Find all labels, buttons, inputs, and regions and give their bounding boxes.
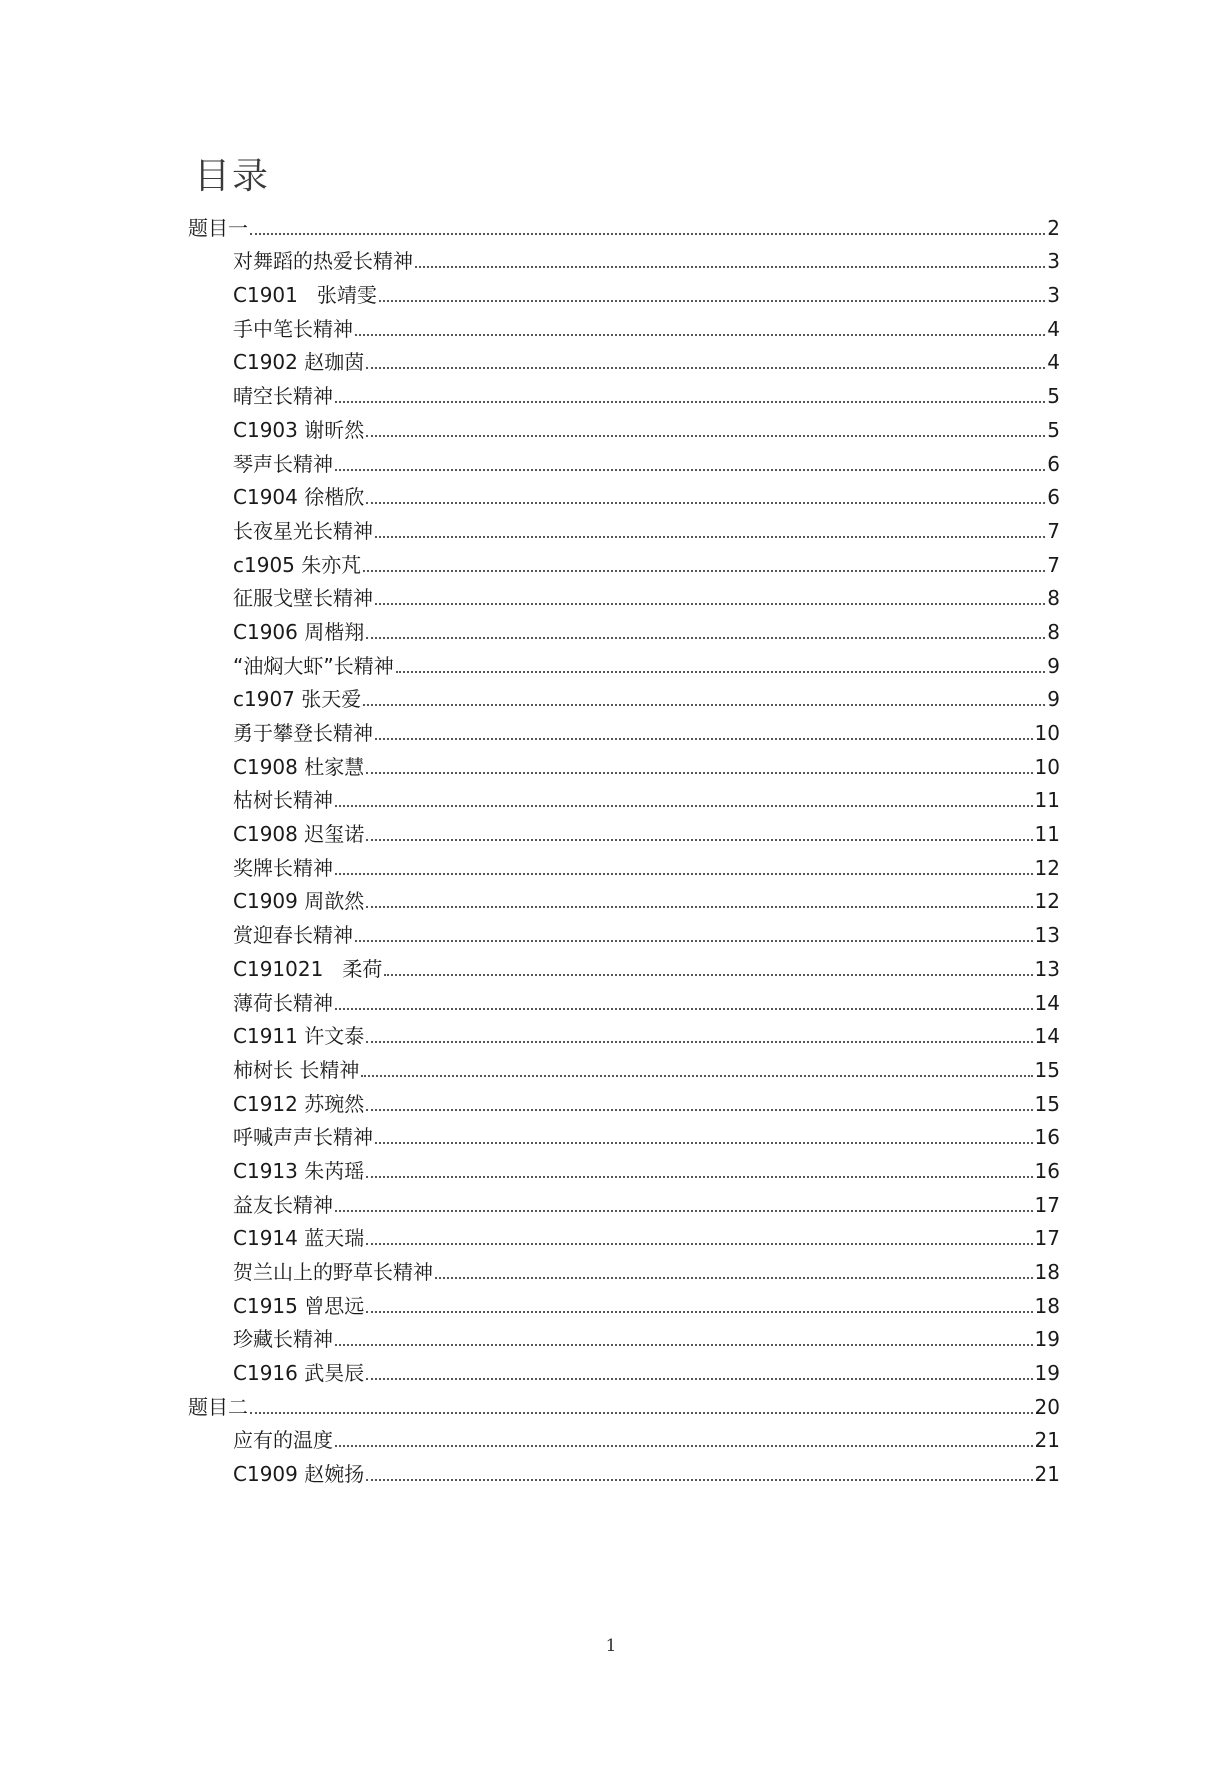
toc-entry[interactable] xyxy=(188,947,1060,981)
toc-entry[interactable] xyxy=(188,644,1060,678)
toc-entry[interactable] xyxy=(188,1149,1060,1183)
toc-entry-label: 薄荷长精神 xyxy=(233,990,333,1015)
toc-entry-page: 4 xyxy=(1047,350,1060,375)
toc-entry[interactable] xyxy=(188,476,1060,510)
toc-entry[interactable] xyxy=(188,1250,1060,1284)
toc-entry[interactable] xyxy=(188,610,1060,644)
toc-dot-leader xyxy=(366,1378,1032,1380)
toc-entry-label: 柿树长 长精神 xyxy=(233,1057,360,1082)
toc-entry-label: C1906 周楷翔 xyxy=(233,619,365,644)
toc-entry-page: 10 xyxy=(1034,721,1060,745)
toc-dot-leader xyxy=(366,906,1032,908)
toc-entry[interactable] xyxy=(188,913,1060,947)
toc-entry[interactable] xyxy=(188,1351,1060,1385)
toc-dot-leader xyxy=(366,1176,1032,1178)
toc-entry[interactable] xyxy=(188,880,1060,914)
toc-entry[interactable] xyxy=(188,1419,1060,1453)
toc-entry-label: 晴空长精神 xyxy=(233,384,333,409)
toc-entry[interactable] xyxy=(188,1048,1060,1082)
toc-entry-page: 19 xyxy=(1034,1327,1060,1352)
toc-entry-label: 赏迎春长精神 xyxy=(233,923,353,948)
toc-entry[interactable] xyxy=(188,374,1060,408)
toc-dot-leader xyxy=(335,1344,1033,1346)
toc-entry-page: 17 xyxy=(1034,1192,1060,1217)
toc-dot-leader xyxy=(366,1243,1032,1245)
toc-entry[interactable] xyxy=(188,678,1060,712)
toc-entry-label: 征服戈壁长精神 xyxy=(233,586,373,611)
toc-dot-leader xyxy=(366,435,1045,437)
toc-entry-label: 题目一 xyxy=(188,215,248,240)
toc-entry[interactable] xyxy=(188,1015,1060,1049)
toc-section-entry[interactable] xyxy=(188,206,1060,240)
page-number: 1 xyxy=(605,1636,617,1656)
toc-dot-leader xyxy=(335,1445,1033,1447)
toc-dot-leader xyxy=(366,637,1045,639)
toc-entry-label: C1902 赵珈茵 xyxy=(233,350,365,375)
toc-entry[interactable] xyxy=(188,1318,1060,1352)
toc-entry-page: 19 xyxy=(1034,1361,1060,1386)
toc-dot-leader xyxy=(335,873,1033,875)
toc-entry-label: C1903 谢昕然 xyxy=(233,417,365,442)
toc-entry-label: C1916 武昊辰 xyxy=(233,1361,365,1386)
toc-dot-leader xyxy=(366,772,1032,774)
toc-entry-page: 13 xyxy=(1034,956,1060,981)
toc-entry-page: 9 xyxy=(1047,687,1060,712)
toc-entry-page: 21 xyxy=(1034,1462,1060,1487)
toc-entry-label: C1901 张靖雯 xyxy=(233,283,377,308)
toc-dot-leader xyxy=(363,704,1045,706)
toc-entry-label: 应有的温度 xyxy=(233,1428,333,1453)
toc-entry[interactable] xyxy=(188,1452,1060,1486)
toc-dot-leader xyxy=(250,1412,1033,1414)
toc-entry-label: 手中笔长精神 xyxy=(233,316,353,341)
toc-dot-leader xyxy=(366,1311,1032,1313)
toc-entry-page: 18 xyxy=(1034,1293,1060,1318)
toc-entry-label: C1914 蓝天瑞 xyxy=(233,1226,365,1251)
toc-entry-label: C1913 朱芮瑶 xyxy=(233,1158,365,1183)
toc-entry[interactable] xyxy=(188,341,1060,375)
toc-entry-label: 琴声长精神 xyxy=(233,451,333,476)
toc-dot-leader xyxy=(335,1210,1033,1212)
toc-entry[interactable] xyxy=(188,408,1060,442)
toc-dot-leader xyxy=(375,536,1045,538)
toc-entry-label: c1905 朱亦芃 xyxy=(233,552,362,577)
toc-entry[interactable] xyxy=(188,846,1060,880)
toc-entry-page: 7 xyxy=(1047,552,1060,577)
toc-entry-page: 11 xyxy=(1034,788,1060,813)
toc-entry-label: 勇于攀登长精神 xyxy=(233,721,373,745)
toc-entry-page: 2 xyxy=(1047,215,1060,240)
toc-entry-page: 16 xyxy=(1034,1125,1060,1150)
toc-dot-leader xyxy=(366,839,1032,841)
toc-entry-label: “油焖大虾”长精神 xyxy=(233,653,394,678)
toc-dot-leader xyxy=(335,805,1033,807)
toc-entry-label: C1915 曾思远 xyxy=(233,1293,365,1318)
toc-entry-page: 9 xyxy=(1047,653,1060,678)
toc-entry-label: C1908 杜家慧 xyxy=(233,754,365,779)
toc-entry[interactable] xyxy=(188,307,1060,341)
toc-entry-label: 贺兰山上的野草长精神 xyxy=(233,1260,433,1284)
toc-entry-label: 题目二 xyxy=(188,1394,248,1419)
toc-entry-label: 枯树长精神 xyxy=(233,788,333,813)
toc-entry-page: 20 xyxy=(1034,1394,1060,1419)
toc-entry-label: 长夜星光长精神 xyxy=(233,518,373,543)
toc-dot-leader xyxy=(361,1075,1032,1077)
toc-dot-leader xyxy=(366,1479,1032,1481)
toc-entry-label: C1911 许文泰 xyxy=(233,1024,365,1049)
toc-dot-leader xyxy=(379,300,1045,302)
toc-entry[interactable] xyxy=(188,442,1060,476)
toc-entry[interactable] xyxy=(188,745,1060,779)
toc-entry-label: 益友长精神 xyxy=(233,1192,333,1217)
toc-entry-page: 17 xyxy=(1034,1226,1060,1251)
toc-entry-label: C1909 周歆然 xyxy=(233,889,365,914)
toc-entry-page: 3 xyxy=(1047,249,1060,274)
toc-dot-leader xyxy=(366,1041,1032,1043)
toc-entry-page: 21 xyxy=(1034,1428,1060,1453)
toc-entry-page: 12 xyxy=(1034,855,1060,880)
toc-entry[interactable] xyxy=(188,812,1060,846)
toc-entry-label: C191021 柔荷 xyxy=(233,956,383,981)
toc-entry-label: 对舞蹈的热爱长精神 xyxy=(233,249,413,274)
toc-dot-leader xyxy=(250,233,1045,235)
toc-dot-leader xyxy=(355,940,1033,942)
toc-entry[interactable] xyxy=(188,1284,1060,1318)
toc-dot-leader xyxy=(355,334,1045,336)
toc-entry[interactable] xyxy=(188,1183,1060,1217)
toc-dot-leader xyxy=(335,401,1045,403)
toc-entry-label: C1912 苏琬然 xyxy=(233,1091,365,1116)
toc-entry[interactable] xyxy=(188,711,1060,745)
toc-list xyxy=(188,206,1060,1486)
toc-dot-leader xyxy=(366,367,1045,369)
toc-entry[interactable] xyxy=(188,1217,1060,1251)
toc-entry-page: 8 xyxy=(1047,619,1060,644)
toc-entry-page: 5 xyxy=(1047,384,1060,409)
toc-entry-label: C1908 迟玺诺 xyxy=(233,822,365,847)
toc-entry-label: 呼喊声声长精神 xyxy=(233,1125,373,1150)
toc-entry[interactable] xyxy=(188,779,1060,813)
toc-entry-page: 14 xyxy=(1034,1024,1060,1049)
toc-dot-leader xyxy=(335,1008,1033,1010)
toc-dot-leader xyxy=(384,974,1032,976)
toc-entry-page: 7 xyxy=(1047,518,1060,543)
toc-entry[interactable] xyxy=(188,1116,1060,1150)
toc-entry-label: 奖牌长精神 xyxy=(233,855,333,880)
toc-entry[interactable] xyxy=(188,509,1060,543)
toc-entry-page: 13 xyxy=(1034,923,1060,948)
toc-entry-page: 6 xyxy=(1047,485,1060,510)
toc-entry-label: C1904 徐楷欣 xyxy=(233,485,365,510)
toc-entry[interactable] xyxy=(188,1082,1060,1116)
toc-dot-leader xyxy=(375,603,1045,605)
toc-dot-leader xyxy=(335,469,1045,471)
toc-entry-label: C1909 赵婉扬 xyxy=(233,1462,365,1487)
toc-entry-page: 14 xyxy=(1034,990,1060,1015)
toc-entry[interactable] xyxy=(188,577,1060,611)
toc-entry-page: 4 xyxy=(1047,316,1060,341)
toc-dot-leader xyxy=(363,570,1045,572)
toc-entry-page: 12 xyxy=(1034,889,1060,914)
toc-entry-page: 8 xyxy=(1047,586,1060,611)
toc-dot-leader xyxy=(375,1142,1033,1144)
toc-section-entry[interactable] xyxy=(188,1385,1060,1419)
toc-entry[interactable] xyxy=(188,240,1060,274)
toc-entry-page: 6 xyxy=(1047,451,1060,476)
toc-entry[interactable] xyxy=(188,543,1060,577)
toc-entry-page: 3 xyxy=(1047,283,1060,308)
toc-dot-leader xyxy=(396,671,1046,673)
toc-entry-page: 5 xyxy=(1047,417,1060,442)
toc-entry-label: c1907 张天爱 xyxy=(233,687,362,712)
toc-entry-page: 16 xyxy=(1034,1158,1060,1183)
toc-entry-page: 15 xyxy=(1034,1057,1060,1082)
toc-dot-leader xyxy=(366,1109,1032,1111)
toc-entry-page: 18 xyxy=(1034,1260,1060,1284)
toc-entry-page: 15 xyxy=(1034,1091,1060,1116)
toc-entry[interactable] xyxy=(188,981,1060,1015)
toc-entry[interactable] xyxy=(188,273,1060,307)
toc-entry-page: 11 xyxy=(1034,822,1060,847)
toc-dot-leader xyxy=(366,502,1045,504)
toc-heading: 目录 xyxy=(194,156,271,197)
toc-entry-page: 10 xyxy=(1034,754,1060,779)
toc-dot-leader xyxy=(415,266,1045,268)
toc-dot-leader xyxy=(435,1277,1033,1279)
toc-dot-leader xyxy=(375,738,1033,740)
toc-entry-label: 珍藏长精神 xyxy=(233,1327,333,1352)
